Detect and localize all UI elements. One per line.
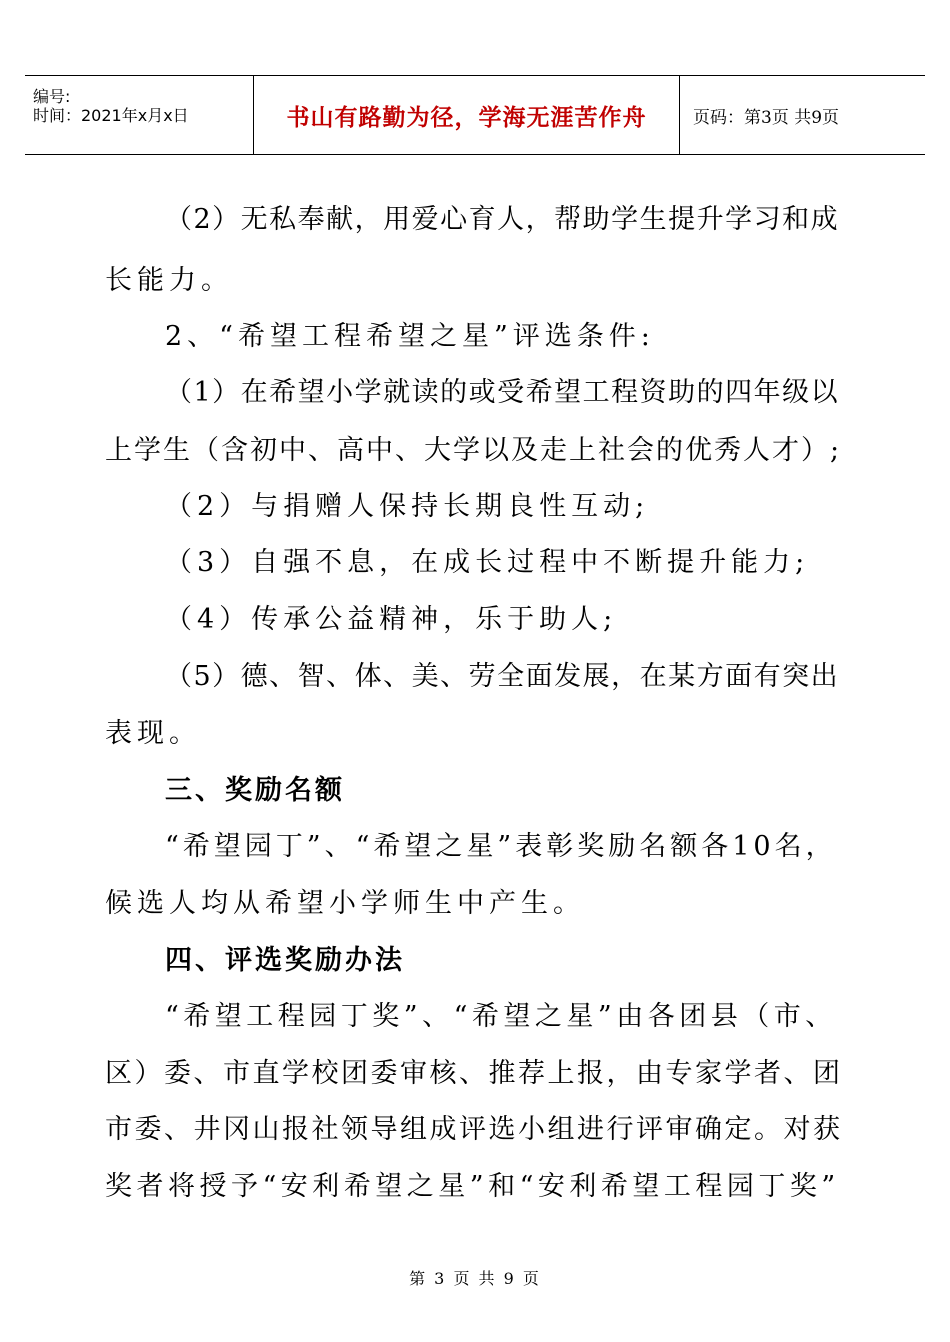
header-meta-cell [25, 76, 254, 154]
number-label: 编号: [33, 87, 71, 106]
body-line: 市委、井冈山报社领导组成评选小组进行评审确定。对获 [105, 1114, 843, 1145]
header-page-cell [680, 76, 925, 154]
header-motto-cell [254, 76, 680, 154]
body-line: 表现。 [105, 718, 201, 749]
body-line: （2）与捐赠人保持长期良性互动; [165, 491, 650, 522]
body-line: （5）德、智、体、美、劳全面发展，在某方面有突出 [165, 661, 840, 692]
body-line: 上学生（含初中、高中、大学以及走上社会的优秀人才）; [105, 435, 842, 466]
page-header [25, 75, 925, 155]
body-line: （4）传承公益精神，乐于助人; [165, 604, 618, 635]
body-line: 2、“希望工程希望之星”评选条件: [165, 321, 655, 352]
body-line: 长能力。 [105, 265, 233, 296]
body-line: “希望工程园丁奖”、“希望之星”由各团县（市、 [165, 1001, 837, 1032]
time-label: 时间：2021年x月x日 [33, 106, 189, 125]
body-line: “希望园丁”、“希望之星”表彰奖励名额各10名， [165, 831, 837, 862]
body-line: （2）无私奉献，用爱心育人，帮助学生提升学习和成 [165, 204, 840, 235]
body-line: （1）在希望小学就读的或受希望工程资助的四年级以 [165, 377, 840, 408]
body-line: （3）自强不息，在成长过程中不断提升能力; [165, 547, 810, 578]
section-heading: 四、评选奖励办法 [165, 945, 405, 976]
body-line: 区）委、市直学校团委审核、推荐上报，由专家学者、团 [105, 1058, 843, 1089]
body-line: 奖者将授予“安利希望之星”和“安利希望工程园丁奖” [105, 1171, 840, 1202]
motto-text: 书山有路勤为径，学海无涯苦作舟 [286, 103, 647, 131]
page-footer: 第 3 页 共 9 页 [409, 1269, 541, 1288]
body-line: 候选人均从希望小学师生中产生。 [105, 888, 585, 919]
page-label: 页码：第3页 共9页 [693, 107, 840, 128]
section-heading: 三、奖励名额 [165, 775, 345, 806]
